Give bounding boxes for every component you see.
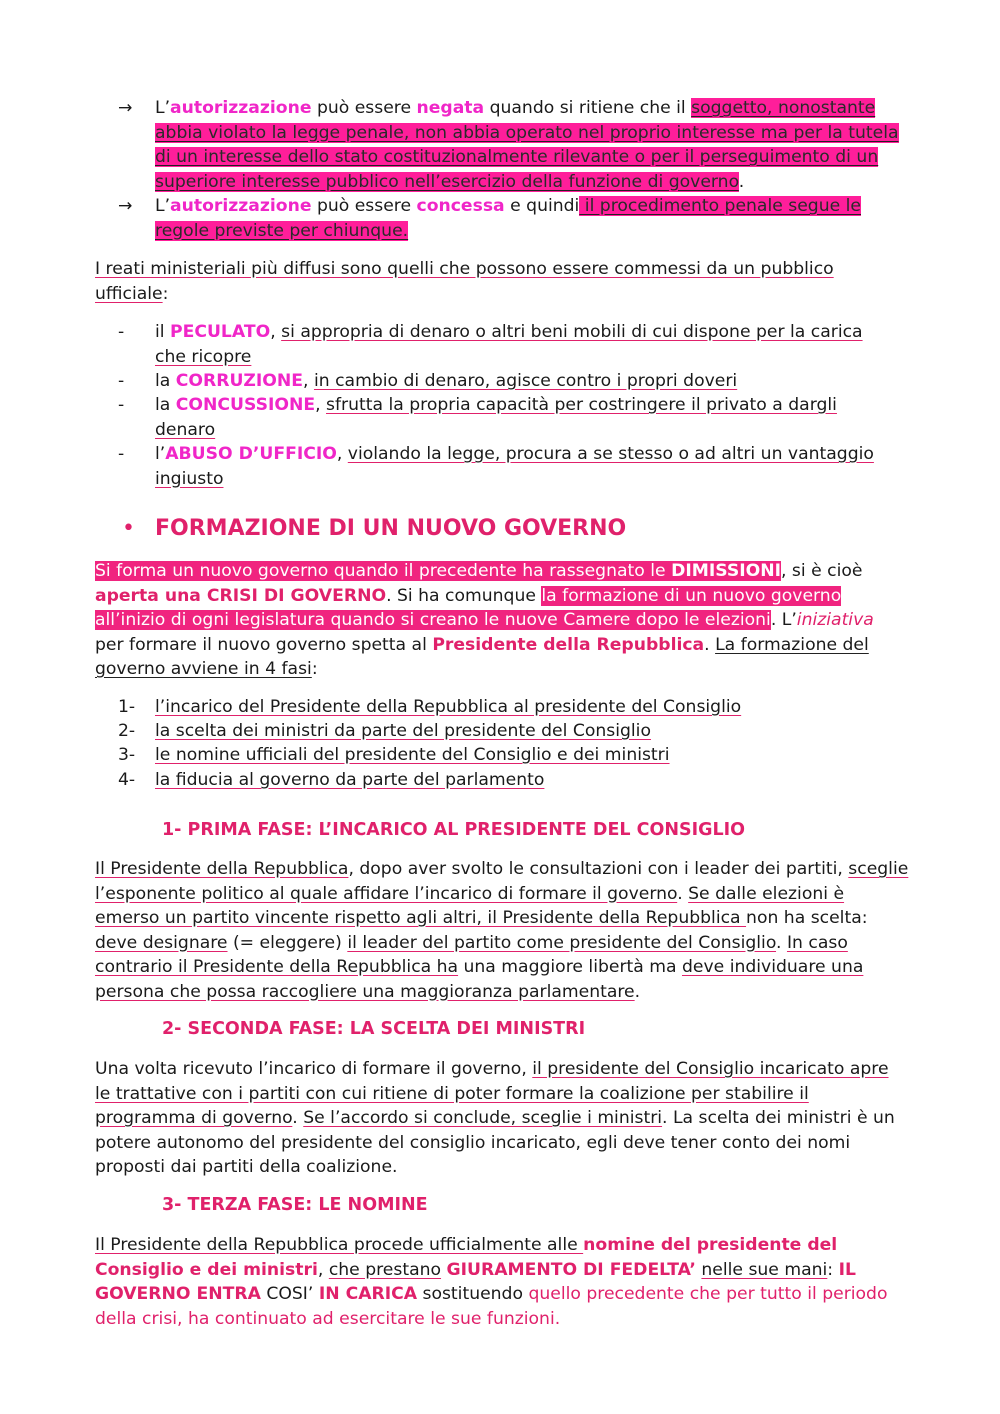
- list-item: l’ABUSO D’UFFICIO, violando la legge, procura a se stesso o ad altri un vantaggio ingiusto: [155, 444, 874, 489]
- list-number: 2-: [118, 721, 136, 741]
- subsection-heading: 2- SECONDA FASE: LA SCELTA DEI MINISTRI: [162, 1019, 586, 1039]
- dash-marker: -: [118, 371, 125, 391]
- list-number: 1-: [118, 697, 136, 717]
- list-item: L’autorizzazione può essere negata quando si ritiene che il soggetto, nonostante abbia violato la legge penale, non abbia operato nel proprio interesse ma per la tutela di un interesse dello stato costituzionalmente rilevante o per il perseguimento di un superiore interesse pubblico nell’esercizio della funzione di governo.: [155, 98, 899, 192]
- arrow-icon: →: [118, 98, 133, 118]
- fase2-paragraph: Una volta ricevuto l’incarico di formare il governo, il presidente del Consiglio incaricato apre le trattative con i partiti con cui ritiene di poter formare la coalizione per stabilire il programma di governo. Se l’accordo si conclude, sceglie i ministri. La scelta dei ministri è un potere autonomo del presidente del consiglio incaricato, egli deve tener conto dei nomi proposti dai partiti della coalizione.: [95, 1059, 895, 1177]
- list-item: la CORRUZIONE, in cambio di denaro, agisce contro i propri doveri: [155, 371, 738, 391]
- list-item: le nomine ufficiali del presidente del Consiglio e dei ministri: [155, 745, 670, 765]
- list-item: la CONCUSSIONE, sfrutta la propria capacità per costringere il privato a dargli denaro: [155, 395, 837, 440]
- subsection-heading: 3- TERZA FASE: LE NOMINE: [162, 1195, 428, 1215]
- subsection-heading: 1- PRIMA FASE: L’INCARICO AL PRESIDENTE DEL CONSIGLIO: [162, 820, 746, 840]
- dash-marker: -: [118, 395, 125, 415]
- arrow-icon: →: [118, 196, 133, 216]
- fase1-paragraph: Il Presidente della Repubblica, dopo aver svolto le consultazioni con i leader dei partiti, sceglie l’esponente politico al quale affidare l’incarico di formare il governo. Se dalle elezioni è emerso un partito vincente rispetto agli altri, il Presidente della Repubblica non ha scelta: deve designare (= eleggere) il leader del partito come presidente del Consiglio. In caso contrario il Presidente della Repubblica ha una maggiore libertà ma deve individuare una persona che possa raccogliere una maggioranza parlamentare.: [95, 859, 909, 1002]
- bullet-icon: •: [122, 516, 135, 541]
- list-number: 4-: [118, 770, 136, 790]
- list-number: 3-: [118, 745, 136, 765]
- list-item: l’incarico del Presidente della Repubblica al presidente del Consiglio: [155, 697, 742, 717]
- fase3-paragraph: Il Presidente della Repubblica procede ufficialmente alle nomine del presidente del Consiglio e dei ministri, che prestano GIURAMENTO DI FEDELTA’ nelle sue mani: IL GOVERNO ENTRA COSI’ IN CARICA sostituendo quello precedente che per tutto il periodo della crisi, ha continuato ad esercitare le sue funzioni.: [95, 1235, 888, 1329]
- list-item: L’autorizzazione può essere concessa e quindi il procedimento penale segue le regole previste per chiunque.: [155, 196, 861, 241]
- list-item: la scelta dei ministri da parte del presidente del Consiglio: [155, 721, 651, 741]
- list-item: la fiducia al governo da parte del parlamento: [155, 770, 545, 790]
- formazione-paragraph: Si forma un nuovo governo quando il precedente ha rassegnato le DIMISSIONI, si è cioè aperta una CRISI DI GOVERNO. Si ha comunque la formazione di un nuovo governo all’inizio di ogni legislatura quando si creano le nuove Camere dopo le elezioni. L’iniziativa per formare il nuovo governo spetta al Presidente della Repubblica. La formazione del governo avviene in 4 fasi:: [95, 561, 874, 679]
- list-item: il PECULATO, si appropria di denaro o altri beni mobili di cui dispone per la carica che ricopre: [155, 322, 863, 367]
- dash-marker: -: [118, 322, 125, 342]
- section-heading: FORMAZIONE DI UN NUOVO GOVERNO: [155, 516, 627, 541]
- dash-marker: -: [118, 444, 125, 464]
- reati-intro: I reati ministeriali più diffusi sono quelli che possono essere commessi da un pubblico ufficiale:: [95, 259, 834, 304]
